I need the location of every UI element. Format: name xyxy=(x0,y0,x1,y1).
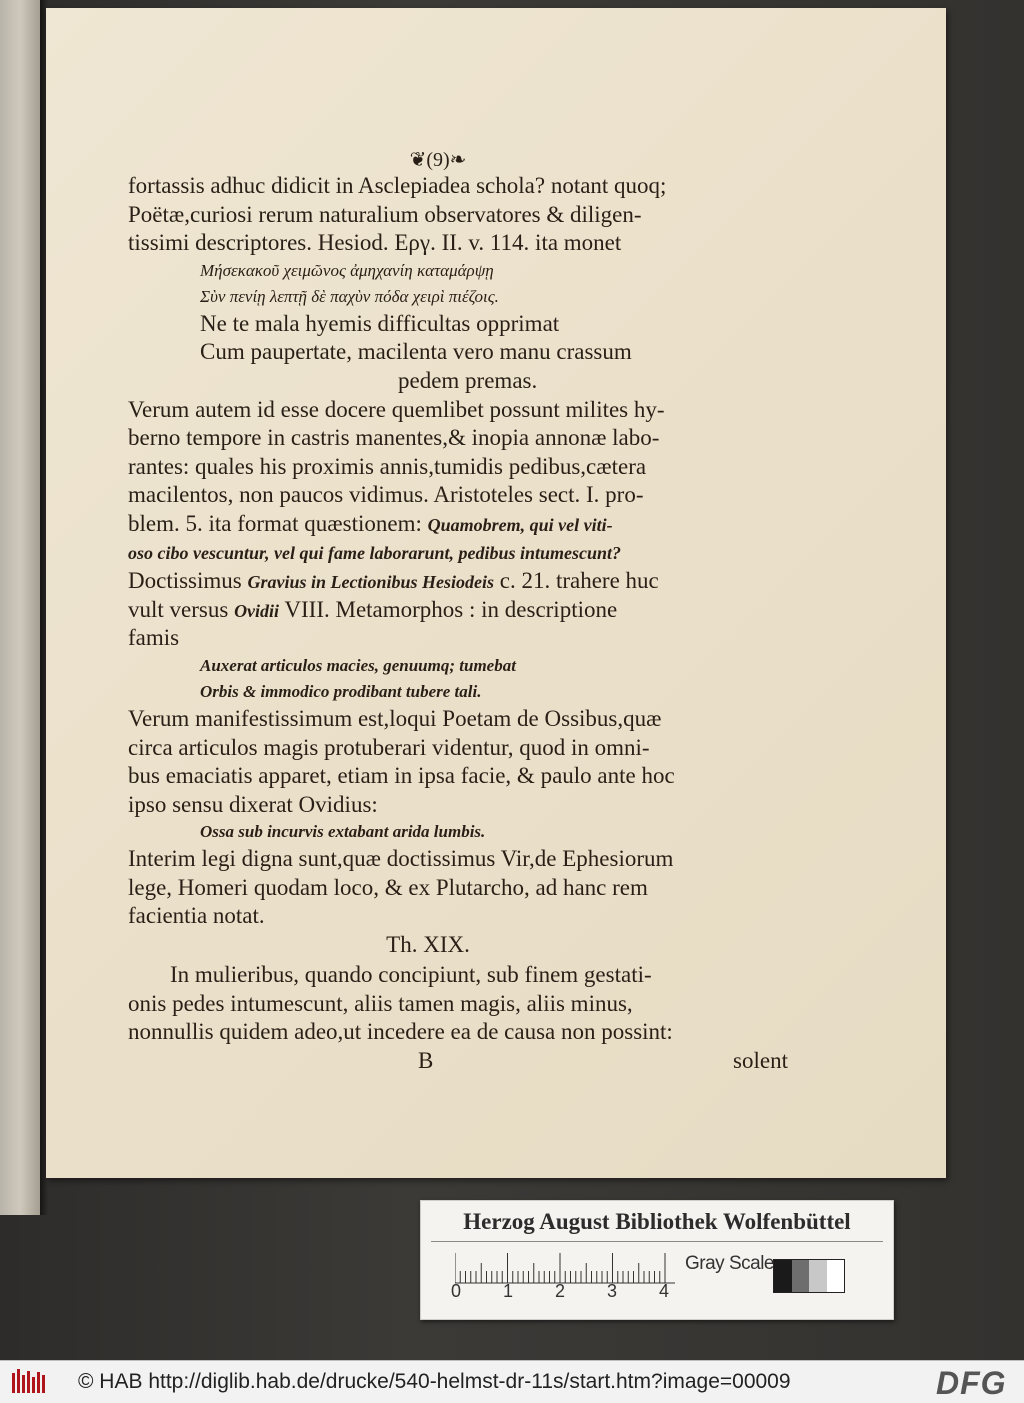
italic-quote-line: oso cibo vescuntur, vel qui fame laborarunt, pedibus intumescunt? xyxy=(128,542,622,563)
latin-verse-line: Cum paupertate, macilenta vero manu crassum xyxy=(200,339,632,365)
text-line: tissimi descriptores. Hesiod. Εργ. II. v. 114. ita monet xyxy=(128,230,622,256)
ovid-verse-line: Orbis & immodico prodibant tubere tali. xyxy=(200,681,482,701)
catchword: solent xyxy=(733,1047,788,1073)
gray-swatch xyxy=(792,1260,810,1292)
text-line: In mulieribus, quando concipiunt, sub finem gestati- xyxy=(170,962,652,988)
hab-logo-icon xyxy=(12,1369,46,1395)
text-line: Verum autem id esse docere quemlibet possunt milites hy- xyxy=(128,396,665,422)
text-line: onis pedes intumescunt, aliis tamen magis, aliis minus, xyxy=(128,990,633,1016)
ruler-numbers xyxy=(443,1281,703,1307)
ovid-verse-line: Auxerat articulos macies, genuumq; tumebat xyxy=(200,655,516,675)
greek-verse-line: Σὺν πενίῃ λεπτῇ δὲ παχὺν πόδα χειρὶ πιέζοις. xyxy=(200,286,499,306)
ruler-scale xyxy=(455,1247,675,1285)
ruler-number: 1 xyxy=(503,1281,514,1301)
text-line: Verum manifestissimum est,loqui Poetam de Ossibus,quæ xyxy=(128,705,662,731)
greek-verse-line: Μήσεκακοῦ χειμῶνος ἀμηχανίη καταμάρψῃ xyxy=(200,260,494,280)
text-line: bus emaciatis apparet, etiam in ipsa facie, & paulo ante hoc xyxy=(128,763,675,789)
signature-mark: B xyxy=(418,1047,434,1073)
text-line: circa articulos magis protuberari videntur, quod in omni- xyxy=(128,734,650,760)
library-name: Herzog August Bibliothek Wolfenbüttel xyxy=(463,1209,851,1234)
text-span: c. 21. trahere huc xyxy=(499,568,659,594)
page-text xyxy=(128,146,788,1075)
text-line: nonnullis quidem adeo,ut incedere ea de causa non possint: xyxy=(128,1019,673,1045)
italic-name: Ovidii xyxy=(234,600,280,621)
ovid-verse-line: Ossa sub incurvis extabant arida lumbis. xyxy=(200,822,486,842)
text-span: blem. 5. ita format quæstionem: xyxy=(128,510,422,536)
gray-scale-bar xyxy=(773,1259,845,1293)
ruler-number: 2 xyxy=(555,1281,566,1301)
text-line xyxy=(128,510,788,539)
section-heading: Th. XIX. xyxy=(386,932,470,958)
text-span: Doctissimus xyxy=(128,568,242,594)
latin-verse-line: pedem premas. xyxy=(398,367,538,393)
text-line: berno tempore in castris manentes,& inopia annonæ labo- xyxy=(128,425,660,451)
text-span: VIII. Metamorphos : in descriptione xyxy=(284,596,618,622)
text-span: vult versus xyxy=(128,596,229,622)
text-line: ipso sensu dixerat Ovidius: xyxy=(128,791,378,817)
ruler-number: 3 xyxy=(607,1281,618,1301)
text-line: Poëtæ,curiosi rerum naturalium observatores & diligen- xyxy=(128,201,642,227)
text-line xyxy=(128,567,788,596)
italic-title: Gravius in Lectionibus Hesiodeis xyxy=(247,572,494,593)
italic-quote: Quamobrem, qui vel viti- xyxy=(427,514,613,535)
page-number: ❦(9)❧ xyxy=(409,149,467,171)
ruler-number: 0 xyxy=(451,1281,462,1301)
gray-swatch xyxy=(827,1260,845,1292)
latin-verse-line: Ne te mala hyemis difficultas opprimat xyxy=(200,310,560,336)
text-line: Interim legi digna sunt,quæ doctissimus Vir,de Ephesiorum xyxy=(128,846,674,872)
signature-line xyxy=(128,1047,788,1076)
ruler-number: 4 xyxy=(659,1281,670,1301)
text-line: lege, Homeri quodam loco, & ex Plutarcho, ad hanc rem xyxy=(128,874,648,900)
text-line: famis xyxy=(128,625,180,651)
label-divider xyxy=(431,1241,883,1242)
text-line: macilentos, non paucos vidimus. Aristoteles sect. I. pro- xyxy=(128,482,644,508)
gray-swatch xyxy=(809,1260,827,1292)
library-label xyxy=(420,1200,894,1320)
book-page xyxy=(46,8,946,1178)
footer-bar xyxy=(0,1360,1024,1403)
book-edge xyxy=(0,0,40,1215)
text-line: facientia notat. xyxy=(128,903,265,929)
dfg-logo: DFG xyxy=(936,1365,1007,1401)
text-line: rantes: quales his proximis annis,tumidis pedibus,cætera xyxy=(128,453,647,479)
text-line: fortassis adhuc didicit in Asclepiadea schola? notant quoq; xyxy=(128,173,667,198)
text-line xyxy=(128,596,788,625)
gray-swatch xyxy=(774,1260,792,1292)
footer-url[interactable]: © HAB http://diglib.hab.de/drucke/540-helmst-dr-11s/start.htm?image=00009 xyxy=(78,1370,791,1393)
gray-scale-label: Gray Scale xyxy=(685,1253,774,1274)
